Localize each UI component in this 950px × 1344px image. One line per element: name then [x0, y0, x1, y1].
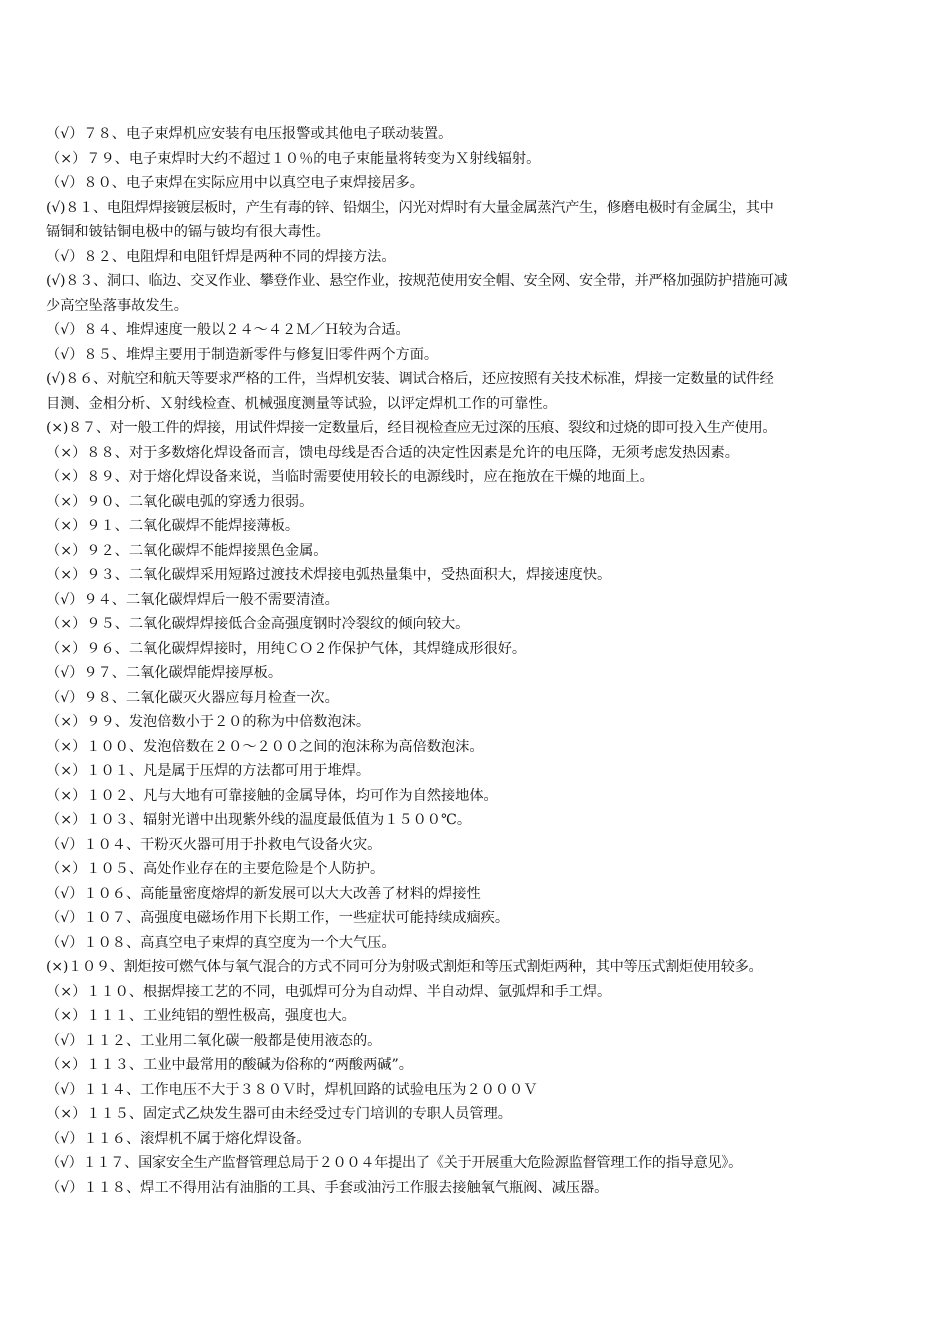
text-line: （×）１１０、根据焊接工艺的不同，电弧焊可分为自动焊、半自动焊、氩弧焊和手工焊。 [46, 983, 612, 1000]
text-line: （×）９３、二氧化碳焊采用短路过渡技术焊接电弧热量集中，受热面积大，焊接速度快。 [46, 567, 612, 583]
text-line: （√）９４、二氧化碳焊焊后一般不需要清渣。 [46, 591, 339, 608]
text-line: （×）１０３、辐射光谱中出现紫外线的温度最低值为１５００℃。 [46, 812, 472, 828]
text-line: （√）８５、堆焊主要用于制造新零件与修复旧零件两个方面。 [46, 346, 439, 363]
text-line: （×）１０１、凡是属于压焊的方法都可用于堆焊。 [46, 763, 371, 779]
text-line: (×)８７、对一般工件的焊接，用试件焊接一定数量后，经目视检查应无过深的压痕、裂纹和过烧的即可投入生产使用。 [46, 420, 777, 436]
text-line: （√）８２、电阻焊和电阻钎焊是两种不同的焊接方法。 [46, 248, 396, 265]
text-line: （√）９７、二氧化碳焊能焊接厚板。 [46, 665, 283, 681]
text-line: （×）９５、二氧化碳焊焊接低合金高强度钢时冷裂纹的倾向较大。 [46, 616, 470, 632]
text-line: （√）１０６、高能量密度熔焊的新发展可以大大改善了材料的焊接性 [46, 885, 481, 902]
text-line: （√）１１８、焊工不得用沾有油脂的工具、手套或油污工作服去接触氧气瓶阀、减压器。 [46, 1179, 609, 1196]
text-line: （√）１１２、工业用二氧化碳一般都是使用液态的。 [46, 1032, 382, 1049]
text-line: （×）９２、二氧化碳焊不能焊接黑色金属。 [46, 542, 328, 559]
text-line: （×）１００、发泡倍数在２０～２００之间的泡沫称为高倍数泡沫。 [46, 738, 484, 755]
text-line: （√）１０８、高真空电子束焊的真空度为一个大气压。 [46, 934, 396, 951]
text-line: （×）１１１、工业纯铝的塑性极高，强度也大。 [46, 1008, 356, 1024]
document-body [46, 122, 912, 1200]
text-line: （√）１０７、高强度电磁场作用下长期工作，一些症状可能持续成痼疾。 [46, 910, 510, 926]
text-line: （×）１０２、凡与大地有可靠接触的金属导体，均可作为自然接地体。 [46, 787, 498, 804]
text-line: （√）１１６、滚焊机不属于熔化焊设备。 [46, 1130, 311, 1147]
text-line: （√）１１７、国家安全生产监督管理总局于２００４年提出了《关于开展重大危险源监督管理工作的指导意见》。 [46, 1155, 743, 1171]
text-line: （×）９１、二氧化碳焊不能焊接薄板。 [46, 518, 300, 534]
text-line: （×）１０５、高处作业存在的主要危险是个人防护。 [46, 861, 385, 877]
text-line: （×）９０、二氧化碳电弧的穿透力很弱。 [46, 493, 314, 510]
text-line: （×）１１３、工业中最常用的酸碱为俗称的“两酸两碱”。 [46, 1057, 413, 1073]
text-line: （×）９６、二氧化碳焊焊接时，用纯ＣＯ２作保护气体，其焊缝成形很好。 [46, 640, 527, 657]
text-line: 目测、金相分析、Ｘ射线检查、机械强度测量等试验，以评定焊机工作的可靠性。 [46, 395, 557, 412]
text-line: (×)１０９、割炬按可燃气体与氧气混合的方式不同可分为射吸式割炬和等压式割炬两种，其中等压式割炬使用较多。 [46, 959, 763, 975]
text-line: （×）９９、发泡倍数小于２０的称为中倍数泡沫。 [46, 714, 371, 730]
text-line: （×）８９、对于熔化焊设备来说，当临时需要使用较长的电源线时，应在拖放在干燥的地面上。 [46, 469, 654, 485]
text-line: 镉铜和铍钴铜电极中的镉与铍均有很大毒性。 [46, 224, 330, 240]
text-line: （√）９８、二氧化碳灭火器应每月检查一次。 [46, 689, 339, 706]
text-line: （×）７９、电子束焊时大约不超过１０％的电子束能量将转变为Ｘ射线辐射。 [46, 150, 541, 167]
text-line: （√）７８、电子束焊机应安装有电压报警或其他电子联动装置。 [46, 126, 453, 142]
text-line: （√）１０４、干粉灭火器可用于扑救电气设备火灾。 [46, 836, 382, 853]
text-line: (√)８３、洞口、临边、交叉作业、攀登作业、悬空作业，按规范使用安全帽、安全网、安全带，并严格加强防护措施可减 [46, 273, 788, 289]
text-line: （×）１１５、固定式乙炔发生器可由未经受过专门培训的专职人员管理。 [46, 1106, 512, 1122]
text-line: （√）８０、电子束焊在实际应用中以真空电子束焊接居多。 [46, 175, 424, 191]
text-line: （√）１１４、工作电压不大于３８０Ｖ时，焊机回路的试验电压为２０００Ｖ [46, 1081, 538, 1098]
text-line: （×）８８、对于多数熔化焊设备而言，馈电母线是否合适的决定性因素是允许的电压降，无须考虑发热因素。 [46, 444, 739, 461]
text-line: (√)８１、电阻焊焊接镀层板时，产生有毒的锌、铅烟尘，闪光对焊时有大量金属蒸汽产生，修磨电极时有金属尘，其中 [46, 199, 774, 216]
text-line: (√)８６、对航空和航天等要求严格的工件，当焊机安装、调试合格后，还应按照有关技术标准，焊接一定数量的试件经 [46, 371, 774, 387]
text-line: 少高空坠落事故发生。 [46, 297, 188, 314]
text-line: （√）８４、堆焊速度一般以２４～４２Ｍ／Ｈ较为合适。 [46, 322, 410, 338]
